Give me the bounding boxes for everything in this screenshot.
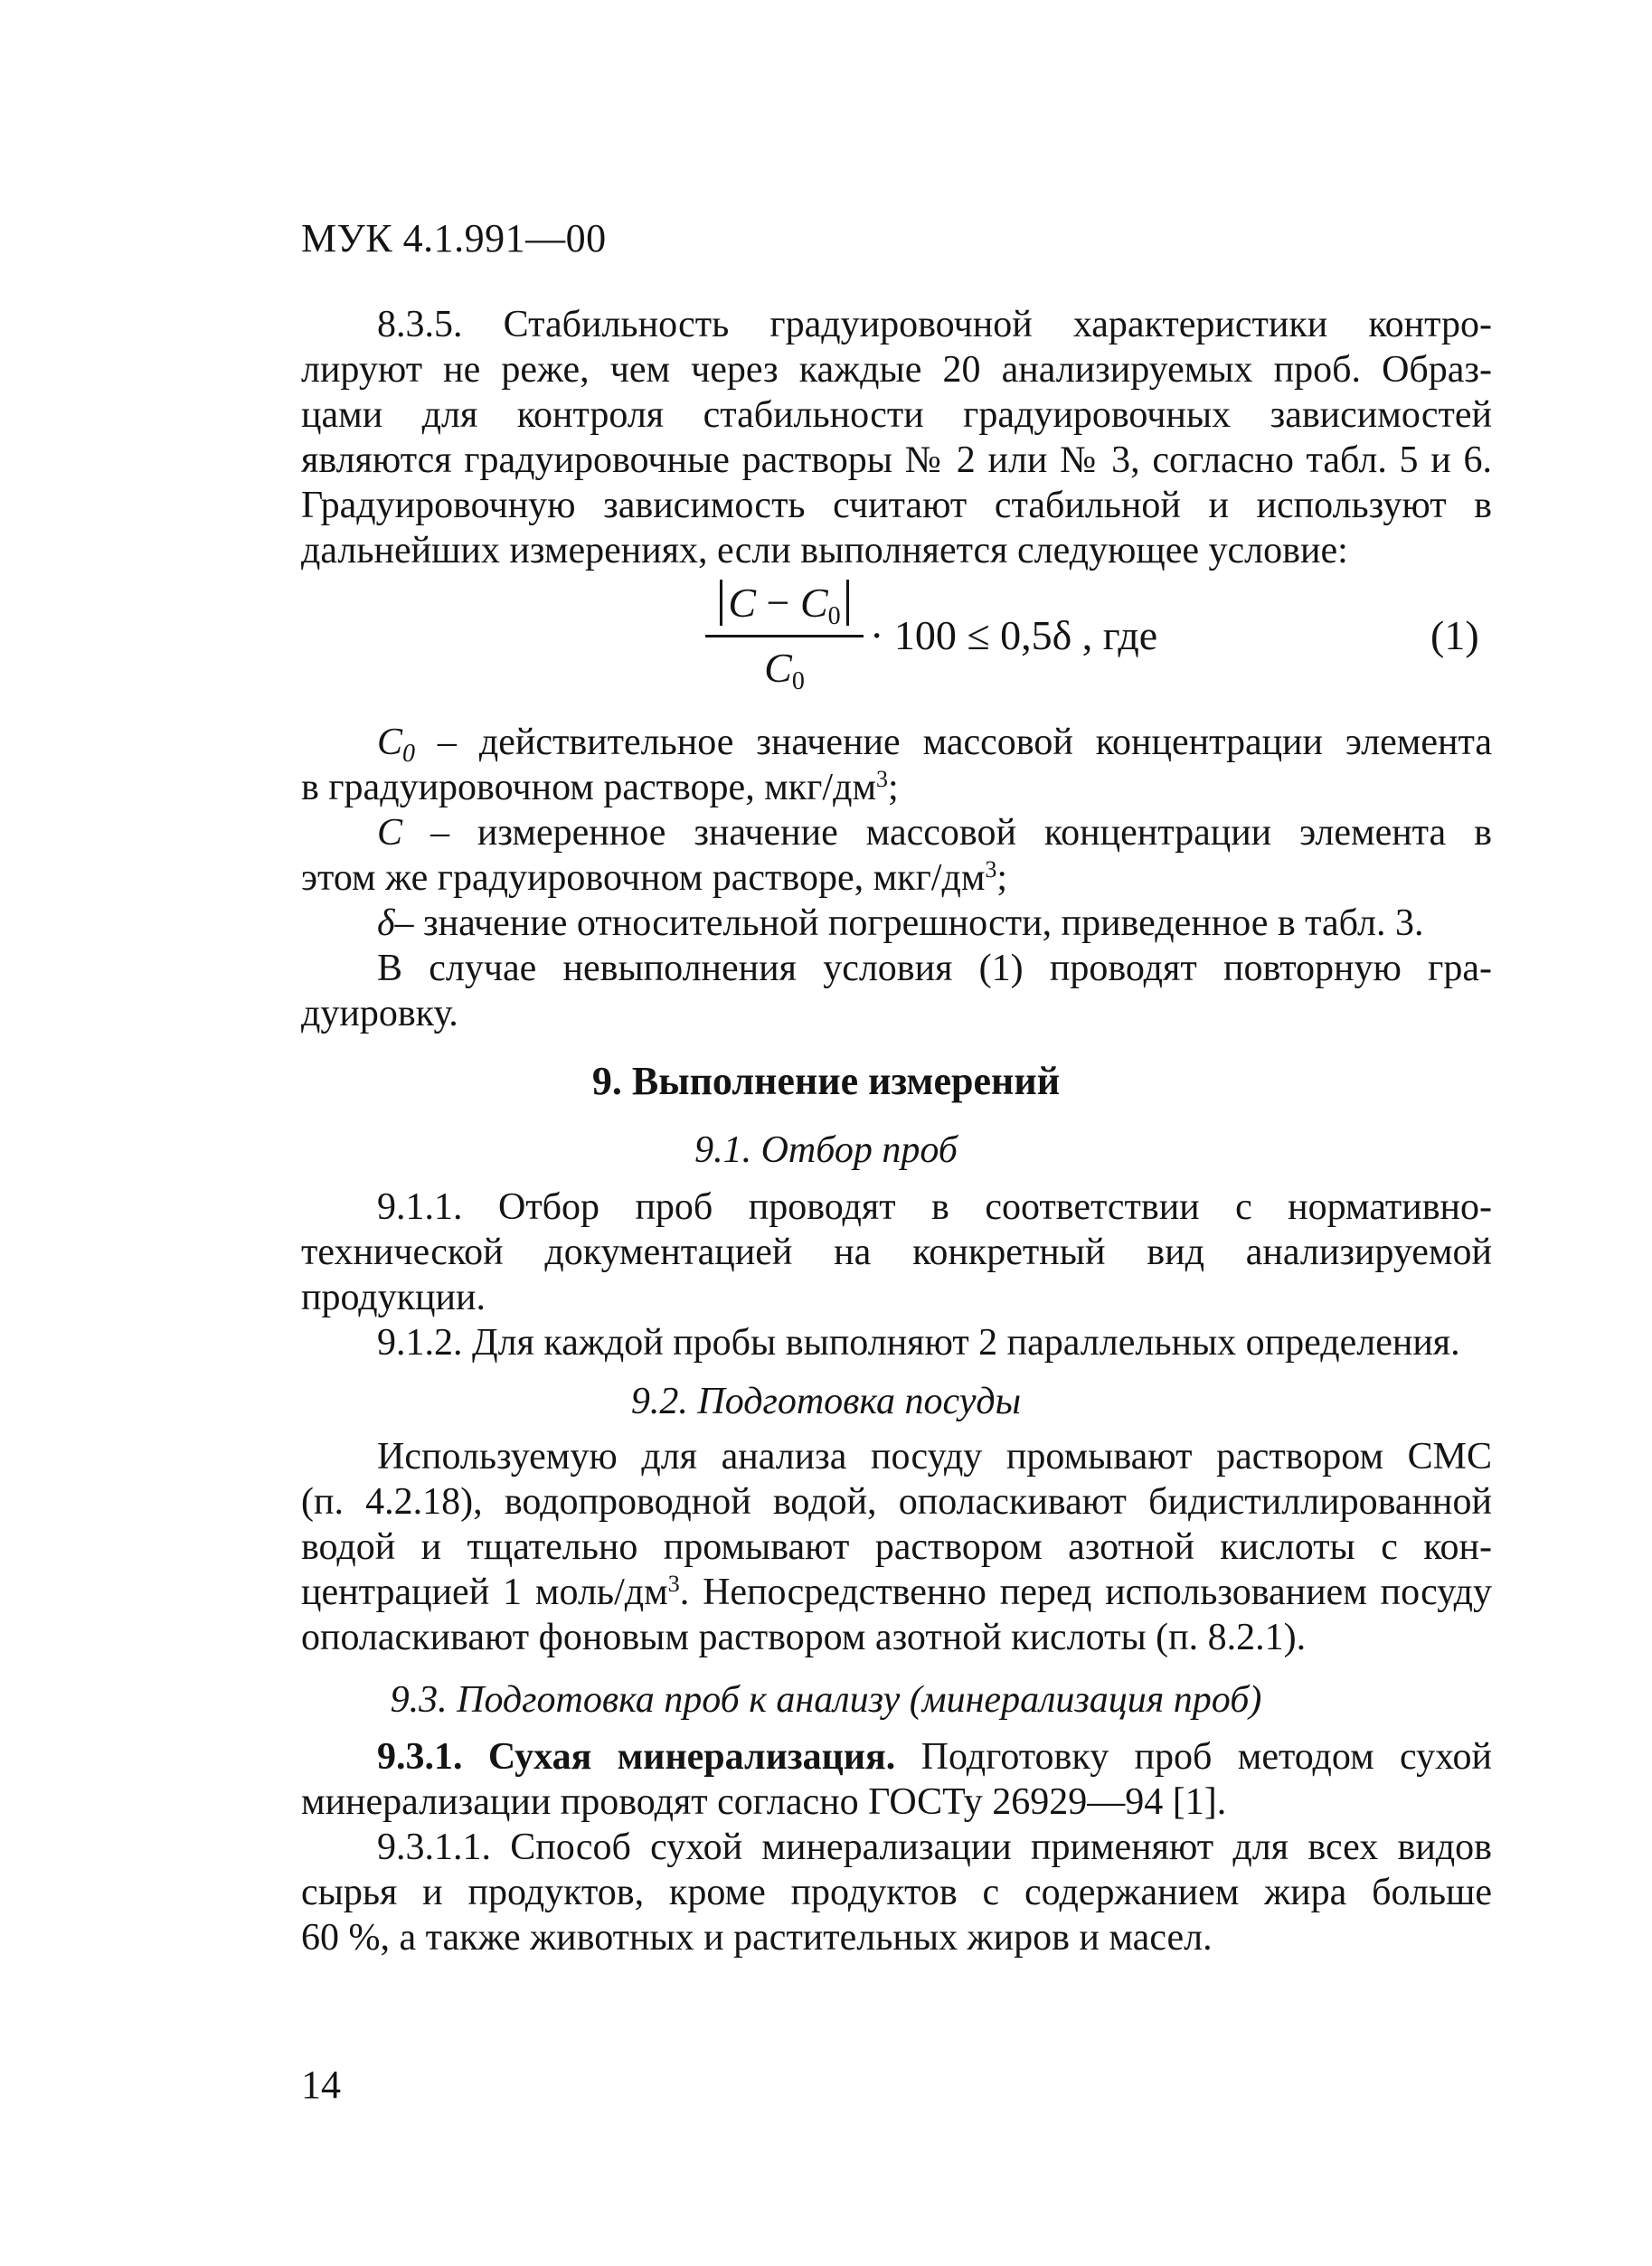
text-line: водой и тщательно промывают раствором азотной кислоты с кон- — [301, 1526, 1492, 1568]
text-line: ополаскивают фоновым раствором азотной кислоты (п. 8.2.1). — [301, 1617, 1307, 1658]
formula-numerator: $C - C_0$ — [705, 579, 864, 627]
paragraph-9-3-1 — [301, 1734, 1492, 1960]
paragraph-9-1 — [301, 1185, 1492, 1365]
text-line: 9.3.1. Сухая минерализация. Подготовку проб методом сухой — [377, 1736, 1493, 1778]
text-line: 60 %, а также животных и растительных жиров и масел. — [301, 1917, 1213, 1959]
text-line: центрацией 1 моль/$дм^3$. Непосредственно перед использованием посуду — [301, 1571, 1492, 1613]
section-9-title: 9. Выполнение измерений — [591, 1059, 1061, 1103]
text-line: сырья и продуктов, кроме продуктов с содержанием жира больше — [301, 1872, 1492, 1913]
text-line: 9.3.1.1. Способ сухой минерализации применяют для всех видов — [377, 1827, 1492, 1868]
text-line: δ– значение относительной погрешности, приведенное в табл. 3. — [377, 902, 1424, 944]
subsection-9-1-title: 9.1. Отбор проб — [694, 1129, 958, 1171]
text-line: продукции. — [301, 1277, 486, 1318]
fraction-bar — [705, 635, 864, 637]
paragraph-9-2 — [301, 1434, 1492, 1660]
paragraph-8-3-5 — [301, 302, 1492, 573]
page-number: 14 — [301, 2063, 341, 2107]
text-line: цами для контроля стабильности градуировочных зависимостей — [301, 394, 1492, 436]
subsection-9-2-title: 9.2. Подготовка посуды — [630, 1381, 1022, 1422]
document-code-header: МУК 4.1.991—00 — [301, 216, 607, 260]
text-line: Градуировочную зависимость считают стабильной и используют в — [301, 485, 1492, 526]
formula-denominator: $C_0$ — [764, 645, 805, 695]
subsection-9-3-title: 9.3. Подготовка проб к анализу (минерализация проб) — [390, 1679, 1262, 1721]
text-line: в градуировочном растворе, мкг/$дм^3$; — [301, 766, 899, 808]
text-line: В случае невыполнения условия (1) проводят повторную гра- — [377, 948, 1492, 989]
text-line: (п. 4.2.18), водопроводной водой, ополаскивают бидистиллированной — [301, 1481, 1492, 1523]
text-line: 8.3.5. Стабильность градуировочной характеристики контро- — [377, 304, 1492, 345]
text-line: $C_0$ – действительное значение массовой концентрации элемента — [377, 722, 1492, 768]
formula-number: (1) — [1430, 612, 1479, 658]
formula-1 — [0, 579, 1652, 705]
text-line: дуировку. — [301, 993, 458, 1034]
text-line: лируют не реже, чем через каждые 20 анализируемых проб. Образ- — [301, 349, 1492, 391]
text-line: минерализации проводят согласно ГОСТу 26929—94 [1]. — [301, 1781, 1227, 1823]
formula-rest: · 100 ≤ 0,5δ , где — [870, 612, 1158, 658]
text-line: этом же градуировочном растворе, мкг/$дм^3$; — [301, 856, 1008, 899]
text-line: Используемую для анализа посуду промывают раствором СМС — [377, 1436, 1492, 1478]
formula-definitions — [301, 720, 1492, 1036]
text-line: 9.1.1. Отбор проб проводят в соответствии с нормативно- — [377, 1186, 1492, 1228]
text-line: являются градуировочные растворы № 2 или № 3, согласно табл. 5 и 6. — [301, 439, 1492, 481]
text-line: 9.1.2. Для каждой пробы выполняют 2 параллельных определения. — [377, 1322, 1460, 1364]
text-line: C – измеренное значение массовой концентрации элемента в — [377, 812, 1492, 854]
text-line: технической документацией на конкретный вид анализируемой — [301, 1232, 1492, 1273]
text-line: дальнейших измерениях, если выполняется следующее условие: — [301, 530, 1348, 571]
